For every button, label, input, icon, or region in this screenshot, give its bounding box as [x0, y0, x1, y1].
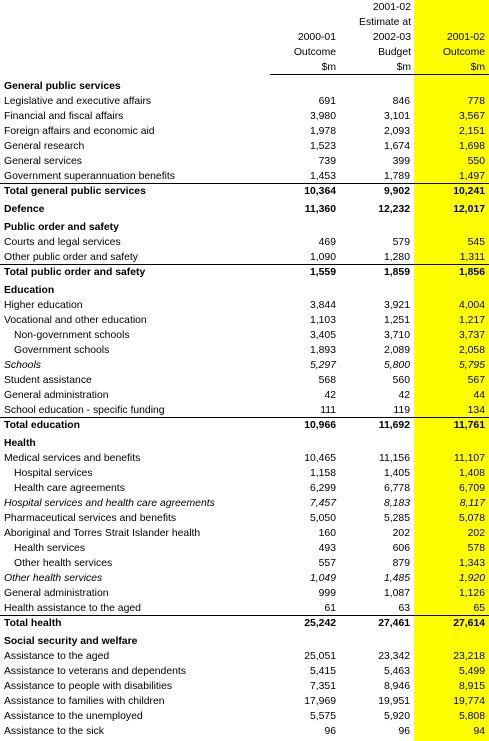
cell-col3: 1,311 [459, 252, 485, 263]
cell-col1: 10,364 [304, 186, 336, 197]
cell-col2: 1,674 [383, 141, 410, 152]
table-row [0, 94, 489, 109]
cell-col1: 17,969 [304, 696, 336, 707]
cell-col3: 5,078 [458, 513, 485, 524]
cell-col2: 63 [398, 603, 410, 614]
cell-col1: 10,465 [304, 453, 336, 464]
cell-col1: 999 [318, 588, 336, 599]
cell-col2: 3,921 [383, 300, 410, 311]
row-label: Assistance to veterans and dependents [4, 666, 186, 677]
cell-col1: 1,523 [309, 141, 336, 152]
cell-col2: 879 [392, 558, 410, 569]
cell-col1: 96 [324, 726, 336, 737]
cell-col1: 3,980 [309, 111, 336, 122]
cell-col1: 111 [320, 405, 336, 416]
table-row [0, 556, 489, 571]
header-rule [270, 74, 489, 75]
row-label: Schools [4, 360, 41, 371]
row-label: General research [4, 141, 85, 152]
row-label: Other health services [4, 573, 103, 584]
cell-col1: 7,351 [309, 681, 336, 692]
row-label: Hospital services and health care agreements [4, 498, 215, 509]
table-row [0, 139, 489, 154]
cell-col3: 1,408 [458, 468, 485, 479]
row-label: Health assistance to the aged [4, 603, 141, 614]
row-label: Defence [4, 204, 45, 215]
section-heading-row [0, 79, 489, 94]
cell-col1: 557 [318, 558, 336, 569]
cell-col2: 202 [392, 528, 410, 539]
col2-header-line2: Estimate at [359, 17, 411, 28]
cell-col3: 5,499 [458, 666, 485, 677]
cell-col3: 1,856 [458, 267, 485, 278]
row-label: Assistance to the aged [4, 651, 110, 662]
cell-col1: 1,893 [309, 345, 336, 356]
cell-col1: 739 [318, 156, 336, 167]
cell-col2: 579 [392, 237, 410, 248]
cell-col1: 5,050 [309, 513, 336, 524]
cell-col3: 19,774 [453, 696, 485, 707]
cell-col3: 1,217 [458, 315, 485, 326]
col1-header-type: Outcome [293, 47, 336, 58]
section-heading: Education [4, 285, 55, 296]
cell-col1: 160 [318, 528, 336, 539]
cell-col2: 23,342 [378, 651, 410, 662]
table-row [0, 298, 489, 313]
cell-col2: 8,183 [383, 498, 410, 509]
table-row [0, 124, 489, 139]
table-row [0, 373, 489, 388]
cell-col2: 5,463 [383, 666, 410, 677]
row-label: General services [4, 156, 82, 167]
cell-col3: 2,058 [458, 345, 485, 356]
cell-col3: 4,004 [458, 300, 485, 311]
cell-col2: 3,101 [383, 111, 410, 122]
table-row [0, 511, 489, 526]
total-row [0, 418, 489, 433]
cell-col2: 1,789 [383, 171, 410, 182]
cell-col1: 1,453 [309, 171, 336, 182]
table-row [0, 313, 489, 328]
col3-header-type: Outcome [442, 47, 485, 58]
cell-col1: 1,090 [309, 252, 336, 263]
cell-col1: 5,297 [309, 360, 336, 371]
row-label: Student assistance [4, 375, 92, 386]
col1-header-unit: $m [321, 62, 336, 73]
cell-col1: 42 [324, 390, 336, 401]
table-row [0, 451, 489, 466]
cell-col1: 7,457 [309, 498, 336, 509]
row-label: Hospital services [14, 468, 93, 479]
cell-col1: 1,103 [309, 315, 336, 326]
row-label: Vocational and other education [4, 315, 147, 326]
cell-col3: 65 [473, 603, 485, 614]
table-row [0, 601, 489, 616]
cell-col3: 8,117 [459, 498, 485, 509]
cell-col2: 2,093 [383, 126, 410, 137]
table-row [0, 466, 489, 481]
section-heading-row [0, 283, 489, 298]
cell-col3: 2,151 [458, 126, 485, 137]
cell-col3: 545 [467, 237, 485, 248]
cell-col3: 3,737 [458, 330, 485, 341]
cell-col3: 1,343 [458, 558, 485, 569]
section-heading: Social security and welfare [4, 636, 138, 647]
table-row [0, 202, 489, 217]
row-label: Other health services [14, 558, 113, 569]
table-row [0, 388, 489, 403]
table-row [0, 154, 489, 169]
cell-col1: 493 [318, 543, 336, 554]
cell-col3: 44 [473, 390, 485, 401]
cell-col2: 3,710 [383, 330, 410, 341]
table-row [0, 403, 489, 418]
table-row [0, 343, 489, 358]
row-label: Total public order and safety [4, 267, 146, 278]
cell-col2: 1,485 [383, 573, 410, 584]
row-label: Assistance to the unemployed [4, 711, 143, 722]
cell-col2: 11,692 [378, 420, 410, 431]
section-heading: General public services [4, 81, 121, 92]
cell-col3: 1,497 [458, 171, 485, 182]
row-label: Total general public services [4, 186, 146, 197]
col3-header-year: 2001-02 [446, 32, 485, 43]
cell-col2: 399 [392, 156, 410, 167]
total-rule [0, 417, 489, 418]
cell-col2: 19,951 [378, 696, 410, 707]
total-rule [0, 183, 489, 184]
cell-col2: 11,156 [378, 453, 410, 464]
cell-col2: 5,920 [383, 711, 410, 722]
cell-col3: 578 [467, 543, 485, 554]
table-row [0, 709, 489, 724]
table-row [0, 109, 489, 124]
row-label: Other public order and safety [4, 252, 138, 263]
cell-col1: 3,844 [309, 300, 336, 311]
col3-header-unit: $m [470, 62, 485, 73]
row-label: Courts and legal services [4, 237, 121, 248]
cell-col1: 11,360 [304, 204, 336, 215]
cell-col2: 42 [398, 390, 410, 401]
table-row [0, 664, 489, 679]
cell-col1: 469 [318, 237, 336, 248]
cell-col3: 94 [473, 726, 485, 737]
total-rule [0, 264, 489, 265]
col2-header-line3: 2002-03 [372, 32, 411, 43]
col2-header-type: Budget [378, 47, 411, 58]
table-row [0, 526, 489, 541]
cell-col3: 10,241 [453, 186, 485, 197]
row-label: Government superannuation benefits [4, 171, 175, 182]
row-label: Assistance to the sick [4, 726, 104, 737]
row-label: Foreign affairs and economic aid [4, 126, 155, 137]
table-row [0, 235, 489, 250]
cell-col2: 6,778 [383, 483, 410, 494]
row-label: Total education [4, 420, 81, 431]
cell-col3: 5,795 [458, 360, 485, 371]
section-heading: Public order and safety [4, 222, 119, 233]
cell-col2: 1,405 [383, 468, 410, 479]
section-heading-row [0, 436, 489, 451]
row-label: Health services [14, 543, 86, 554]
cell-col2: 1,280 [383, 252, 410, 263]
table-row [0, 481, 489, 496]
cell-col3: 778 [467, 96, 485, 107]
cell-col3: 23,218 [453, 651, 485, 662]
cell-col3: 202 [467, 528, 485, 539]
table-row [0, 571, 489, 586]
cell-col1: 568 [318, 375, 336, 386]
cell-col2: 9,902 [383, 186, 410, 197]
cell-col1: 3,405 [309, 330, 336, 341]
cell-col3: 1,920 [458, 573, 485, 584]
cell-col1: 1,158 [309, 468, 336, 479]
cell-col2: 27,461 [378, 618, 410, 629]
cell-col2: 606 [392, 543, 410, 554]
cell-col1: 10,966 [304, 420, 336, 431]
row-label: Medical services and benefits [4, 453, 141, 464]
section-heading: Health [4, 438, 36, 449]
total-rule [0, 615, 489, 616]
row-label: Assistance to families with children [4, 696, 165, 707]
cell-col2: 8,946 [383, 681, 410, 692]
table-row [0, 586, 489, 601]
cell-col3: 11,761 [453, 420, 485, 431]
table-row [0, 694, 489, 709]
total-row [0, 265, 489, 280]
row-label: Total health [4, 618, 62, 629]
table-row [0, 328, 489, 343]
cell-col3: 27,614 [453, 618, 485, 629]
table-row [0, 649, 489, 664]
cell-col3: 12,017 [453, 204, 485, 215]
cell-col3: 6,709 [458, 483, 485, 494]
cell-col3: 5,808 [458, 711, 485, 722]
table-row [0, 541, 489, 556]
cell-col1: 1,049 [309, 573, 336, 584]
col1-header-year: 2000-01 [297, 32, 336, 43]
total-row [0, 184, 489, 199]
cell-col2: 5,285 [383, 513, 410, 524]
cell-col2: 1,087 [383, 588, 410, 599]
cell-col2: 1,859 [383, 267, 410, 278]
cell-col3: 567 [467, 375, 485, 386]
col2-header-unit: $m [396, 62, 411, 73]
cell-col2: 846 [392, 96, 410, 107]
row-label: Health care agreements [14, 483, 125, 494]
table-row [0, 358, 489, 373]
cell-col1: 5,415 [309, 666, 336, 677]
cell-col3: 3,567 [458, 111, 485, 122]
section-heading-row [0, 634, 489, 649]
row-label: Financial and fiscal affairs [4, 111, 124, 122]
table-row [0, 250, 489, 265]
cell-col2: 12,232 [378, 204, 410, 215]
cell-col2: 119 [393, 405, 410, 416]
cell-col2: 560 [392, 375, 410, 386]
cell-col2: 1,251 [383, 315, 410, 326]
row-label: General administration [4, 390, 109, 401]
row-label: School education - specific funding [4, 405, 165, 416]
cell-col1: 61 [324, 603, 336, 614]
cell-col1: 25,051 [304, 651, 336, 662]
cell-col3: 1,698 [458, 141, 485, 152]
cell-col1: 1,559 [309, 267, 336, 278]
cell-col2: 5,800 [383, 360, 410, 371]
cell-col2: 96 [398, 726, 410, 737]
table-row [0, 724, 489, 739]
total-row [0, 616, 489, 631]
table-row [0, 679, 489, 694]
cell-col1: 25,242 [304, 618, 336, 629]
cell-col2: 2,089 [383, 345, 410, 356]
cell-col1: 5,575 [309, 711, 336, 722]
cell-col3: 1,126 [458, 588, 485, 599]
row-label: Assistance to people with disabilities [4, 681, 173, 692]
cell-col1: 691 [318, 96, 336, 107]
row-label: Non-government schools [14, 330, 130, 341]
row-label: Pharmaceutical services and benefits [4, 513, 177, 524]
row-label: Higher education [4, 300, 83, 311]
row-label: Aboriginal and Torres Strait Islander health [4, 528, 201, 539]
col2-header-year: 2001-02 [372, 2, 411, 13]
section-heading-row [0, 220, 489, 235]
row-label: General administration [4, 588, 109, 599]
table-row [0, 169, 489, 184]
cell-col1: 6,299 [309, 483, 336, 494]
cell-col1: 1,978 [309, 126, 336, 137]
row-label: Government schools [14, 345, 110, 356]
table-row [0, 496, 489, 511]
row-label: Legislative and executive affairs [4, 96, 152, 107]
cell-col3: 134 [467, 405, 485, 416]
cell-col3: 11,107 [453, 453, 485, 464]
cell-col3: 8,915 [458, 681, 485, 692]
cell-col3: 550 [467, 156, 485, 167]
